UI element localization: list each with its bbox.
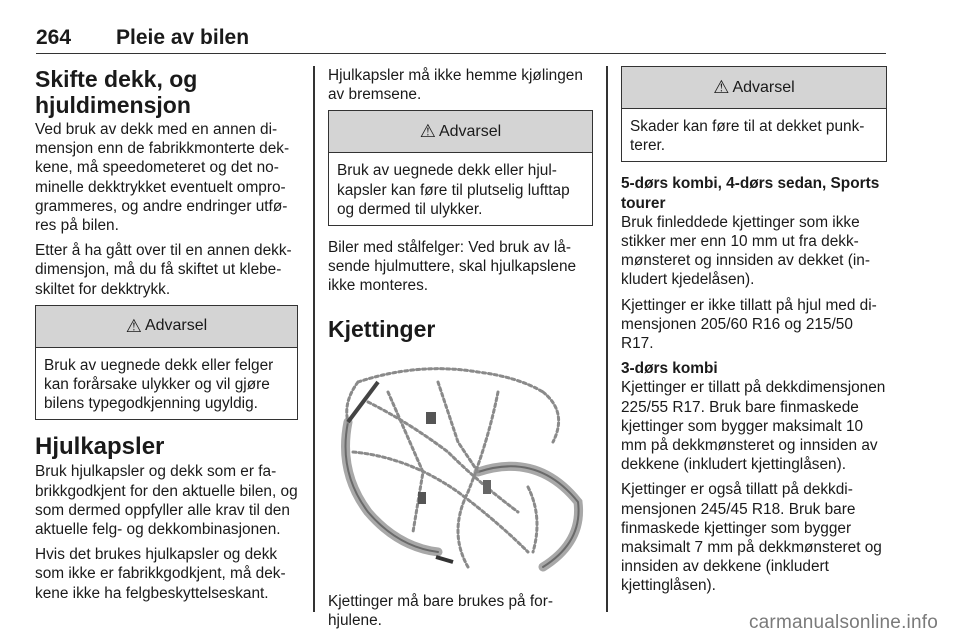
page-number: 264 bbox=[36, 26, 72, 49]
paragraph: Biler med stålfelger: Ved bruk av låsende hjulmuttere, skal hjulkapslene ikke monteres. bbox=[328, 239, 577, 295]
paragraph: Bruk finleddede kjettinger som ikke stikker mer enn 10 mm ut fra dekkmønsteret og innsiden av dekket (inkludert kjedelåsen). bbox=[621, 213, 870, 289]
warning-triangle-icon: ⚠ bbox=[419, 121, 436, 142]
section-title: Pleie av bilen bbox=[116, 26, 250, 49]
paragraph: Bruk hjulkapsler og dekk som er fabrikkgodkjent for den aktuelle bilen, og som dermed oppfyller alle krav til den aktuelle felg- og dekkombinasjonen. bbox=[35, 463, 298, 539]
paragraph: Kjettinger må bare brukes på forhjulene. bbox=[328, 592, 553, 629]
subheading: 5-dørs kombi, 4-dørs sedan, Sports tourer bbox=[621, 175, 880, 212]
column-divider bbox=[606, 66, 608, 612]
warning-title: Advarsel bbox=[438, 122, 502, 140]
column-2 bbox=[328, 66, 593, 636]
warning-triangle-icon: ⚠ bbox=[713, 77, 730, 97]
page-header bbox=[36, 26, 886, 54]
subheading: 3-dørs kombi bbox=[621, 360, 718, 378]
paragraph: Etter å ha gått over til en annen dekkdimensjon, må du få skiftet ut klebeskiltet for dekktrykk. bbox=[35, 242, 292, 298]
warning-header bbox=[622, 67, 886, 109]
warning-box bbox=[328, 110, 593, 226]
warning-triangle-icon: ⚠ bbox=[125, 315, 142, 336]
warning-title: Advarsel bbox=[144, 317, 208, 335]
heading-tire-change: Skifte dekk, og hjuldimensjon bbox=[35, 66, 198, 118]
warning-box bbox=[35, 305, 298, 421]
warning-header bbox=[36, 306, 297, 348]
warning-title: Advarsel bbox=[732, 78, 795, 96]
warning-text: Bruk av uegnede dekk eller hjulkapsler kan føre til plutselig lufttap og dermed til ulykker. bbox=[337, 162, 570, 218]
warning-box bbox=[621, 66, 887, 162]
heading-hubcaps: Hjulkapsler bbox=[35, 433, 165, 461]
column-3 bbox=[621, 66, 887, 602]
paragraph: Hvis det brukes hjulkapsler og dekk som ikke er fabrikkgodkjent, må dekkene ikke ha felgbeskyttelseskant. bbox=[35, 546, 286, 602]
paragraph: Kjettinger er tillatt på dekkdimensjonen 225/55 R17. Bruk bare finmaskede kjettinger som bygger maksimalt 10 mm på dekkmønsteret og innsiden av dekkene (inkludert kjettinglåsen). bbox=[621, 379, 886, 474]
warning-text: Bruk av uegnede dekk eller felger kan forårsake ulykker og vil gjøre bilens typegodkjenning ugyldig. bbox=[44, 356, 274, 413]
warning-text: Skader kan føre til at dekket punkterer. bbox=[630, 118, 865, 155]
watermark: carmanualsonline.info bbox=[748, 612, 938, 633]
paragraph: Ved bruk av dekk med en annen dimensjon enn de fabrikkmonterte dekkene, må speedometeret og det nominelle dekktrykket eventuelt omprogrammeres, og andre endringer utføres på bilen. bbox=[35, 121, 290, 235]
column-1 bbox=[35, 66, 298, 609]
paragraph: Kjettinger er også tillatt på dekkdimensjonen 245/45 R18. Bruk bare finmaskede kjettinger som bygger maksimalt 7 mm på dekkmønsteret og innsiden av dekkene (inkludert kjettinglåsen). bbox=[621, 481, 882, 595]
paragraph: Kjettinger er ikke tillatt på hjul med dimensjonen 205/60 R16 og 215/50 R17. bbox=[621, 296, 877, 353]
column-divider bbox=[313, 66, 315, 612]
warning-header bbox=[329, 111, 592, 153]
heading-snow-chains: Kjettinger bbox=[328, 315, 436, 342]
paragraph: Hjulkapsler må ikke hemme kjølingen av bremsene. bbox=[328, 67, 583, 104]
snow-chain-illustration-icon bbox=[328, 362, 594, 577]
